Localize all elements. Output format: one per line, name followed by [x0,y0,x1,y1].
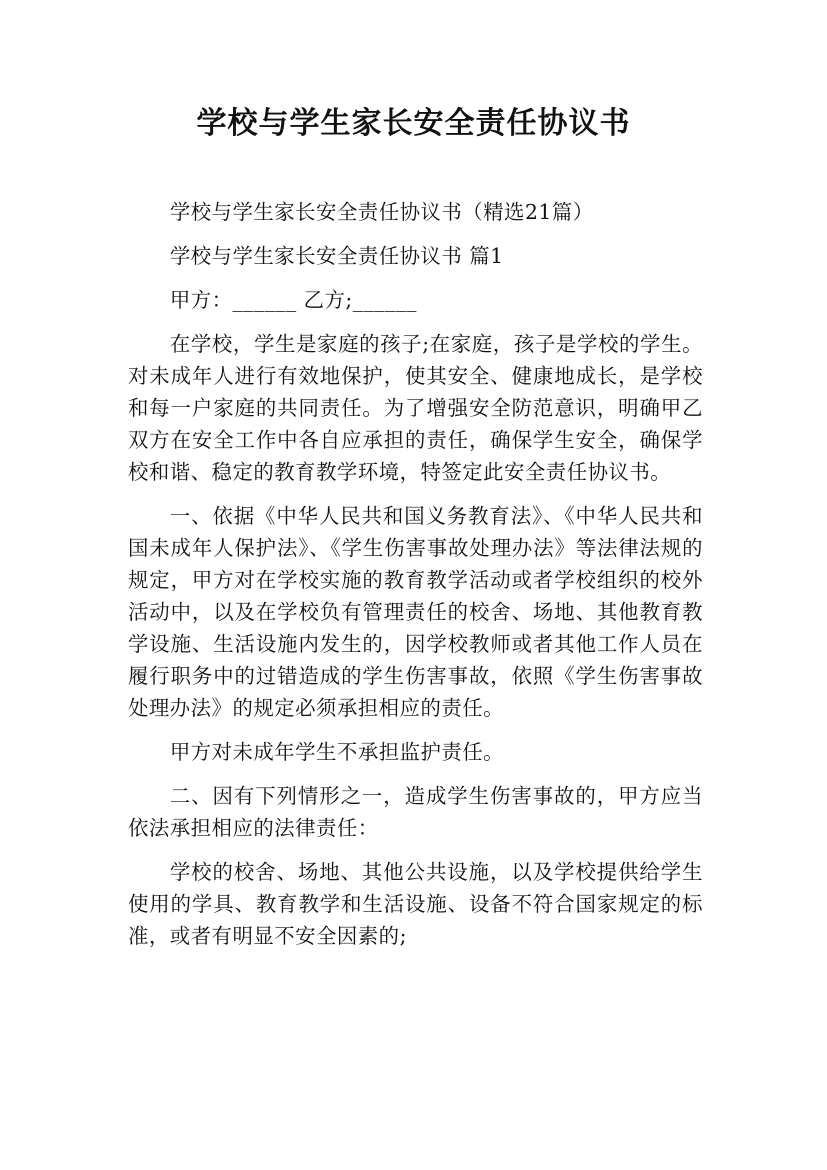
paragraph-clause-1: 一、依据《中华人民共和国义务教育法》、《中华人民共和国未成年人保护法》、《学生伤害事故处理办法》等法律法规的规定，甲方对在学校实施的教育教学活动或者学校组织的校外活动中，以及在学校负有管理责任的校舍、场地、其他教育教学设施、生活设施内发生的，因学校教师或者其他工作人员在履行职务中的过错造成的学生伤害事故，依照《学生伤害事故处理办法》的规定必须承担相应的责任。 [128,504,703,720]
paragraph-intro: 在学校，学生是家庭的孩子;在家庭，孩子是学校的学生。对未成年人进行有效地保护，使其安全、健康地成长，是学校和每一户家庭的共同责任。为了增强安全防范意识，明确甲乙双方在安全工作中各自应承担的责任，确保学生安全，确保学校和谐、稳定的教育教学环境，特签定此安全责任协议书。 [128,332,703,484]
paragraph-parties: 甲方：______ 乙方;______ [169,288,417,312]
paragraph-facilities: 学校的校舍、场地、其他公共设施，以及学校提供给学生使用的学具、教育教学和生活设施、设备不符合国家规定的标准，或者有明显不安全因素的; [128,860,703,948]
paragraph-no-guardianship: 甲方对未成年学生不承担监护责任。 [169,740,505,764]
paragraph-subtitle: 学校与学生家长安全责任协议书（精选21篇） [169,200,594,224]
document-body [128,196,703,952]
paragraph-clause-2: 二、因有下列情形之一，造成学生伤害事故的，甲方应当依法承担相应的法律责任： [128,784,703,840]
paragraph-section-heading: 学校与学生家长安全责任协议书 篇1 [169,244,504,268]
document-title: 学校与学生家长安全责任协议书 [196,106,631,141]
